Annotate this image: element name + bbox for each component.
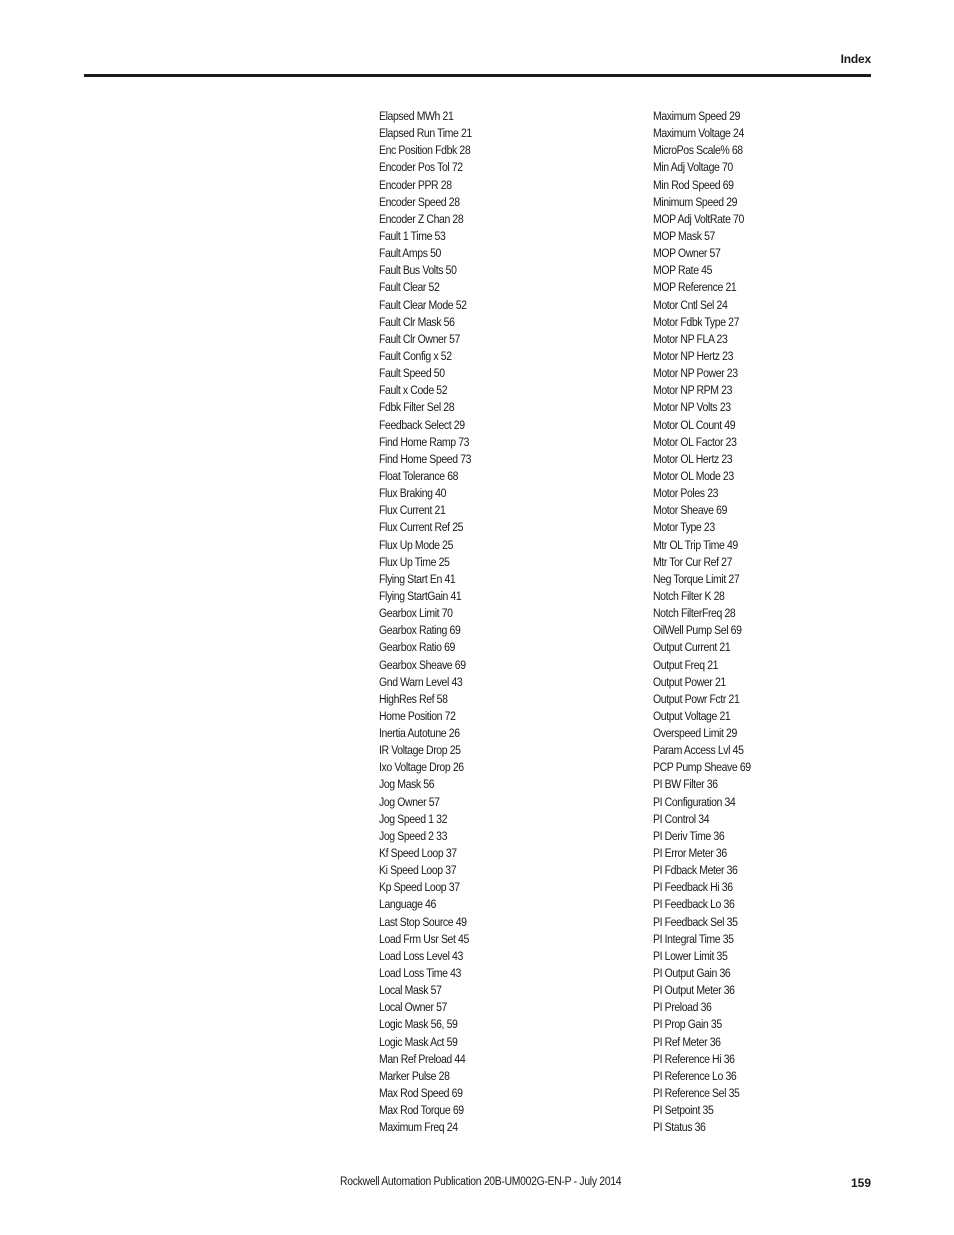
index-entry: Logic Mask Act 59 xyxy=(379,1034,458,1049)
index-entry: Overspeed Limit 29 xyxy=(653,726,737,741)
index-entry: Gnd Warn Level 43 xyxy=(379,674,463,689)
index-entry: Marker Pulse 28 xyxy=(379,1068,450,1083)
index-entry: Gearbox Ratio 69 xyxy=(379,640,455,655)
index-column-left xyxy=(379,108,487,1136)
footer-publication: Rockwell Automation Publication 20B-UM002G-EN-P - July 2014 xyxy=(340,1176,622,1188)
index-entry: PI Output Meter 36 xyxy=(653,983,735,998)
index-entry: Motor Sheave 69 xyxy=(653,503,728,518)
index-entry: Param Access Lvl 45 xyxy=(653,743,744,758)
index-entry: Flying Start En 41 xyxy=(379,571,456,586)
index-entry: Load Frm Usr Set 45 xyxy=(379,931,469,946)
index-entry: Motor Cntl Sel 24 xyxy=(653,297,728,312)
index-entry: Output Powr Fctr 21 xyxy=(653,691,740,706)
index-entry: Jog Owner 57 xyxy=(379,794,440,809)
index-entry: Output Freq 21 xyxy=(653,657,719,672)
index-entry: PCP Pump Sheave 69 xyxy=(653,760,751,775)
index-entry: PI Deriv Time 36 xyxy=(653,828,725,843)
index-entry: Fault Config x 52 xyxy=(379,348,452,363)
index-column-right xyxy=(653,108,767,1136)
index-entry: Logic Mask 56, 59 xyxy=(379,1017,458,1032)
index-entry: PI Control 34 xyxy=(653,811,710,826)
index-entry: HighRes Ref 58 xyxy=(379,691,448,706)
index-entry: Max Rod Torque 69 xyxy=(379,1103,464,1118)
index-entry: Jog Speed 2 33 xyxy=(379,828,448,843)
index-entry: Mtr Tor Cur Ref 27 xyxy=(653,554,733,569)
index-entry: Motor OL Mode 23 xyxy=(653,468,734,483)
index-entry: Find Home Speed 73 xyxy=(379,451,472,466)
index-entry: Notch Filter K 28 xyxy=(653,588,725,603)
index-entry: PI Reference Hi 36 xyxy=(653,1051,735,1066)
index-entry: Feedback Select 29 xyxy=(379,417,465,432)
index-entry: Motor NP FLA 23 xyxy=(653,331,728,346)
index-entry: IR Voltage Drop 25 xyxy=(379,743,461,758)
index-entry: Motor OL Count 49 xyxy=(653,417,736,432)
index-entry: Flux Current Ref 25 xyxy=(379,520,464,535)
index-entry: MOP Reference 21 xyxy=(653,280,737,295)
index-entry: MicroPos Scale% 68 xyxy=(653,143,743,158)
index-entry: Flux Up Mode 25 xyxy=(379,537,454,552)
index-entry: Motor Fdbk Type 27 xyxy=(653,314,740,329)
index-entry: Fault Clear 52 xyxy=(379,280,440,295)
index-entry: PI BW Filter 36 xyxy=(653,777,718,792)
index-entry: Flux Braking 40 xyxy=(379,486,447,501)
index-entry: PI Fdback Meter 36 xyxy=(653,863,738,878)
index-entry: Ixo Voltage Drop 26 xyxy=(379,760,464,775)
index-entry: Kf Speed Loop 37 xyxy=(379,846,457,861)
index-entry: Motor NP Volts 23 xyxy=(653,400,731,415)
index-entry: OilWell Pump Sel 69 xyxy=(653,623,742,638)
index-entry: Gearbox Rating 69 xyxy=(379,623,461,638)
index-entry: Motor OL Hertz 23 xyxy=(653,451,733,466)
index-entry: PI Output Gain 36 xyxy=(653,966,731,981)
index-entry: Output Current 21 xyxy=(653,640,731,655)
index-entry: Elapsed Run Time 21 xyxy=(379,126,472,141)
index-entry: Fault Clear Mode 52 xyxy=(379,297,467,312)
index-entry: Motor NP RPM 23 xyxy=(653,383,733,398)
index-entry: Min Adj Voltage 70 xyxy=(653,160,733,175)
index-entry: PI Reference Sel 35 xyxy=(653,1086,740,1101)
index-entry: PI Ref Meter 36 xyxy=(653,1034,721,1049)
index-entry: Language 46 xyxy=(379,897,436,912)
index-entry: Mtr OL Trip Time 49 xyxy=(653,537,738,552)
index-entry: Ki Speed Loop 37 xyxy=(379,863,457,878)
index-entry: Jog Mask 56 xyxy=(379,777,435,792)
index-entry: Fault Bus Volts 50 xyxy=(379,263,457,278)
index-entry: Local Owner 57 xyxy=(379,1000,447,1015)
index-entry: Last Stop Source 49 xyxy=(379,914,467,929)
index-entry: MOP Adj VoltRate 70 xyxy=(653,211,744,226)
index-entry: Elapsed MWh 21 xyxy=(379,109,454,123)
index-entry: Encoder Pos Tol 72 xyxy=(379,160,463,175)
index-entry: Output Power 21 xyxy=(653,674,726,689)
index-entry: Min Rod Speed 69 xyxy=(653,177,734,192)
index-entry: Neg Torque Limit 27 xyxy=(653,571,740,586)
index-entry: Fault x Code 52 xyxy=(379,383,448,398)
index-entry: PI Integral Time 35 xyxy=(653,931,734,946)
index-entry: Load Loss Level 43 xyxy=(379,948,463,963)
index-entry: Output Voltage 21 xyxy=(653,708,731,723)
index-entry: PI Feedback Sel 35 xyxy=(653,914,738,929)
index-entry: Float Tolerance 68 xyxy=(379,468,459,483)
index-entry: Local Mask 57 xyxy=(379,983,442,998)
index-entry: MOP Owner 57 xyxy=(653,246,721,261)
index-entry: Fault Speed 50 xyxy=(379,366,445,381)
index-entry: Flux Current 21 xyxy=(379,503,446,518)
index-entry: Gearbox Sheave 69 xyxy=(379,657,466,672)
index-entry: Motor Type 23 xyxy=(653,520,715,535)
index-entry: Maximum Freq 24 xyxy=(379,1120,458,1135)
index-entry: Motor Poles 23 xyxy=(653,486,719,501)
index-entry: Motor NP Hertz 23 xyxy=(653,348,734,363)
index-entry: Gearbox Limit 70 xyxy=(379,606,453,621)
index-entry: Flux Up Time 25 xyxy=(379,554,450,569)
index-entry: Jog Speed 1 32 xyxy=(379,811,448,826)
index-entry: MOP Rate 45 xyxy=(653,263,713,278)
index-entry: Fault Amps 50 xyxy=(379,246,441,261)
index-entry: PI Reference Lo 36 xyxy=(653,1068,737,1083)
index-entry: Fault 1 Time 53 xyxy=(379,228,446,243)
index-entry: PI Lower Limit 35 xyxy=(653,948,728,963)
index-entry: Flying StartGain 41 xyxy=(379,588,462,603)
index-entry: Maximum Speed 29 xyxy=(653,109,741,123)
index-entry: Load Loss Time 43 xyxy=(379,966,461,981)
index-entry: Enc Position Fdbk 28 xyxy=(379,143,471,158)
index-entry: Fault Clr Owner 57 xyxy=(379,331,461,346)
index-entry: PI Configuration 34 xyxy=(653,794,736,809)
index-entry: PI Error Meter 36 xyxy=(653,846,727,861)
index-entry: Motor OL Factor 23 xyxy=(653,434,737,449)
index-entry: PI Setpoint 35 xyxy=(653,1103,714,1118)
index-entry: Find Home Ramp 73 xyxy=(379,434,470,449)
index-entry: PI Preload 36 xyxy=(653,1000,712,1015)
index-entry: Man Ref Preload 44 xyxy=(379,1051,466,1066)
index-entry: Inertia Autotune 26 xyxy=(379,726,460,741)
index-entry: MOP Mask 57 xyxy=(653,228,715,243)
index-entry: PI Feedback Lo 36 xyxy=(653,897,735,912)
index-entry: Home Position 72 xyxy=(379,708,456,723)
index-entry: PI Feedback Hi 36 xyxy=(653,880,733,895)
index-entry: Encoder PPR 28 xyxy=(379,177,452,192)
index-entry: Notch FilterFreq 28 xyxy=(653,606,736,621)
page-number: 159 xyxy=(850,1176,871,1190)
index-entry: Encoder Z Chan 28 xyxy=(379,211,464,226)
index-entry: Minimum Speed 29 xyxy=(653,194,738,209)
running-header-title: Index xyxy=(840,52,871,66)
header-rule xyxy=(84,74,871,77)
index-entry: Motor NP Power 23 xyxy=(653,366,738,381)
index-entry: Max Rod Speed 69 xyxy=(379,1086,463,1101)
index-entry: Fault Clr Mask 56 xyxy=(379,314,455,329)
index-entry: Fdbk Filter Sel 28 xyxy=(379,400,455,415)
index-entry: Kp Speed Loop 37 xyxy=(379,880,460,895)
index-entry: Maximum Voltage 24 xyxy=(653,126,744,141)
index-entry: Encoder Speed 28 xyxy=(379,194,460,209)
index-entry: PI Prop Gain 35 xyxy=(653,1017,722,1032)
index-entry: PI Status 36 xyxy=(653,1120,706,1135)
